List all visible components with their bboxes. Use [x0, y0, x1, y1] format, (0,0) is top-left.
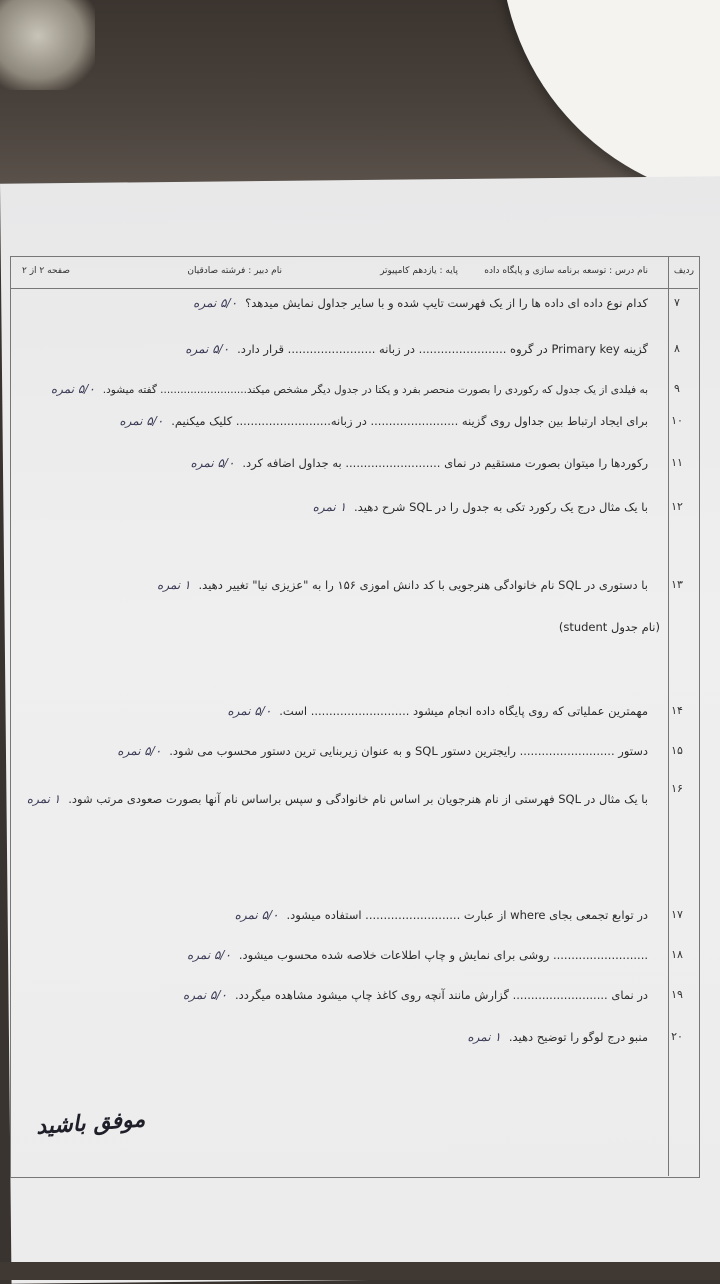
- question-number: ۱۳: [671, 578, 683, 591]
- question-text: در توابع تجمعی بجای where از عبارت .......................... استفاده میشود.۵/۰ نمره: [234, 908, 648, 922]
- header-course: نام درس : توسعه برنامه سازی و پایگاه داده: [484, 266, 648, 276]
- question-text: با یک مثال در SQL فهرستی از نام هنرجویان بر اساس نام خانوادگی و سپس براساس نام آنها بصورت صعودی مرتب شود.۱ نمره: [26, 792, 648, 806]
- question-text: با دستوری در SQL نام خانوادگی هنرجویی با کد دانش اموزی ۱۵۶ را به "عزیزی نیا" تغییر دهید.۱ نمره: [157, 578, 648, 592]
- question-text: مهمترین عملیاتی که روی پایگاه داده انجام میشود ........................... است.۵/۰ نمره: [227, 704, 648, 718]
- blurred-object: [0, 0, 95, 90]
- question-number: ۸: [674, 342, 680, 355]
- question-number: ۱۹: [671, 988, 683, 1001]
- header-row-label: ردیف: [673, 266, 694, 276]
- question-text: گزینه Primary key در گروه ........................ در زبانه ........................ قرار دارد.۵/۰ نمره: [185, 342, 648, 356]
- header-grade: پایه : یازدهم کامپیوتر: [380, 266, 458, 276]
- question-number: ۹: [674, 382, 680, 395]
- header-teacher: نام دبیر : فرشته صادقیان: [187, 266, 282, 276]
- question-text: با یک مثال درج یک رکورد تکی به جدول را در SQL شرح دهید.۱ نمره: [312, 500, 648, 514]
- question-number: ۱۷: [671, 908, 683, 921]
- question-number: ۷: [674, 296, 680, 309]
- header-page: صفحه ۲ از ۲: [22, 266, 70, 276]
- closing-handwriting: موفق باشید: [35, 1106, 146, 1140]
- question-number: ۲۰: [671, 1030, 683, 1043]
- question-text: دستور .......................... رایجترین دستور SQL و به عنوان زیربنایی ترین دستور محسوب می شود.۵/۰ نمره: [117, 744, 648, 758]
- desk-edge: [0, 1262, 720, 1280]
- question-number: ۱۲: [671, 500, 683, 513]
- question-text: منبو درج لوگو را توضیح دهید.۱ نمره: [467, 1030, 648, 1044]
- question-number: ۱۴: [671, 704, 683, 717]
- question-number: ۱۱: [671, 456, 683, 469]
- question-number: ۱۸: [671, 948, 683, 961]
- question-text: در نمای .......................... گزارش مانند آنچه روی کاغذ چاپ میشود مشاهده میگردد.۵/۰ نمره: [183, 988, 648, 1002]
- question-text: .......................... روشی برای نمایش و چاپ اطلاعات خلاصه شده محسوب میشود.۵/۰ نمره: [186, 948, 648, 962]
- question-number: ۱۰: [671, 414, 683, 427]
- question-text: برای ایجاد ارتباط بین جداول روی گزینه ........................ در زبانه.......................... کلیک میکنیم.۵/۰ نمره: [119, 414, 648, 428]
- question-text: کدام نوع داده ای داده ها را از یک فهرست تایپ شده و با سایر جداول نمایش میدهد؟۵/۰ نمره: [193, 296, 648, 310]
- question-text: رکوردها را میتوان بصورت مستقیم در نمای .......................... به جداول اضافه کرد.۵/۰ نمره: [190, 456, 648, 470]
- question-number: ۱۵: [671, 744, 683, 757]
- question-text: به فیلدی از یک جدول که رکوردی را بصورت منحصر بفرد و یکتا در جدول دیگر مشخص میکند.......................... گفته میشود.۵/۰ نمره: [50, 382, 648, 396]
- question-number: ۱۶: [671, 782, 683, 795]
- table-name-note: (نام جدول student): [558, 620, 660, 634]
